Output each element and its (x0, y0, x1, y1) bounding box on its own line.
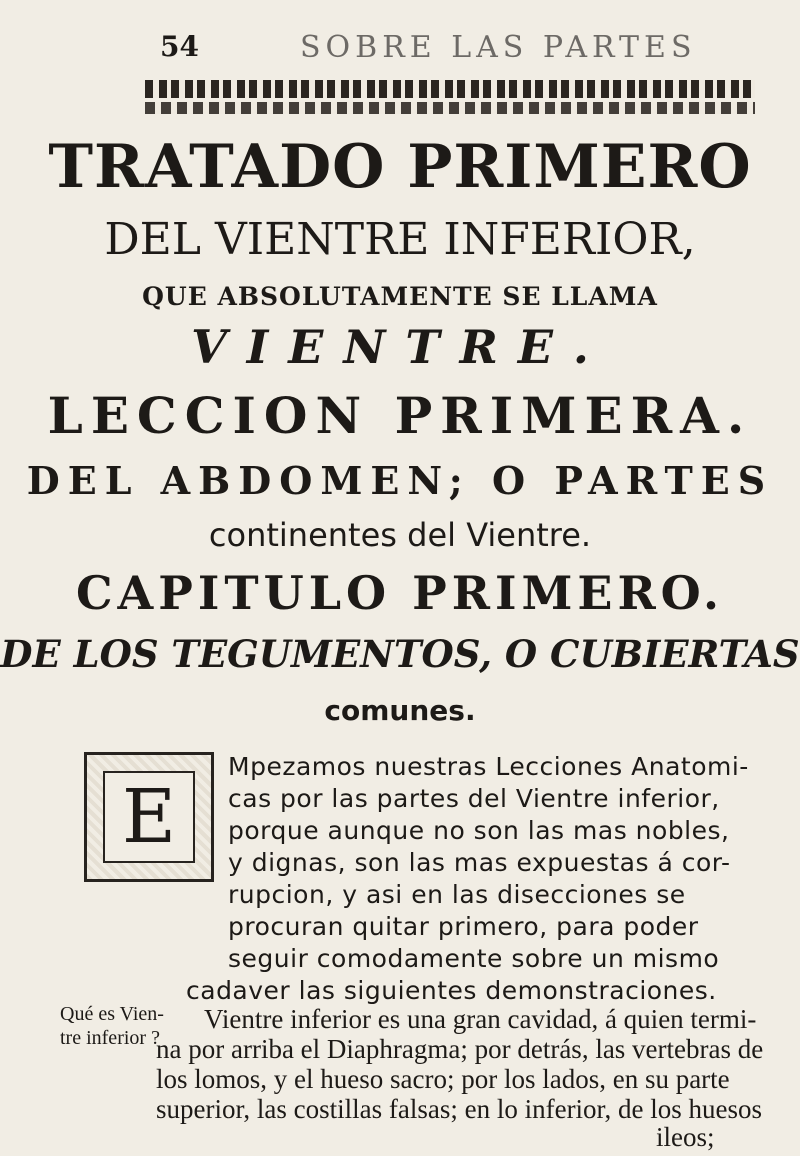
body-line: cas por las partes del Vientre inferior, (228, 784, 720, 813)
chapter-subject: DE LOS TEGUMENTOS, O CUBIERTAS (0, 632, 800, 676)
lesson-subject-continued: continentes del Vientre. (208, 516, 592, 554)
top-ornament-band (145, 80, 755, 98)
subject-title: DEL VIENTRE INFERIOR, (104, 214, 696, 265)
body-line: rupcion, y asi en las disecciones se (228, 880, 686, 909)
lesson-title: LECCION PRIMERA. (47, 386, 753, 445)
decorated-initial (84, 752, 214, 882)
subject-subtitle: QUE ABSOLUTAMENTE SE LLAMA (142, 282, 658, 311)
initial-letter: E (121, 774, 177, 860)
margin-note (60, 1002, 164, 1050)
body-line: superior, las costillas falsas; en lo inferior, de los huesos (156, 1094, 762, 1124)
body-line: los lomos, y el hueso sacro; por los lados, en su parte (156, 1064, 730, 1094)
lesson-subject: DEL ABDOMEN; O PARTES (26, 458, 774, 503)
top-ornament-band-lower (145, 102, 755, 114)
subject-name: VIENTRE. (191, 320, 609, 374)
running-head (0, 26, 800, 66)
running-title: SOBRE LAS PARTES (300, 30, 697, 65)
body-line: Mpezamos nuestras Lecciones Anatomi- (228, 752, 749, 781)
chapter-title: CAPITULO PRIMERO. (75, 566, 725, 620)
chapter-subject-continued: comunes. (324, 694, 476, 727)
body-line: porque aunque no son las mas nobles, (228, 816, 730, 845)
body-line: Vientre inferior es una gran cavidad, á quien termi- (204, 1004, 757, 1034)
margin-note-line: Qué es Vien- (60, 1003, 164, 1025)
body-line: seguir comodamente sobre un mismo (228, 944, 720, 973)
treatise-title: TRATADO PRIMERO (48, 132, 752, 202)
page-number: 54 (160, 30, 199, 63)
margin-note-line: tre inferior ? (60, 1027, 160, 1049)
body-line: cadaver las siguientes demonstraciones. (186, 976, 717, 1005)
body-line: na por arriba el Diaphragma; por detrás, las vertebras de (156, 1034, 764, 1064)
body-line: procuran quitar primero, para poder (228, 912, 699, 941)
body-line: y dignas, son las mas expuestas á cor- (228, 848, 731, 877)
catchword: ileos; (656, 1122, 715, 1152)
decorated-initial-frame (103, 771, 195, 863)
